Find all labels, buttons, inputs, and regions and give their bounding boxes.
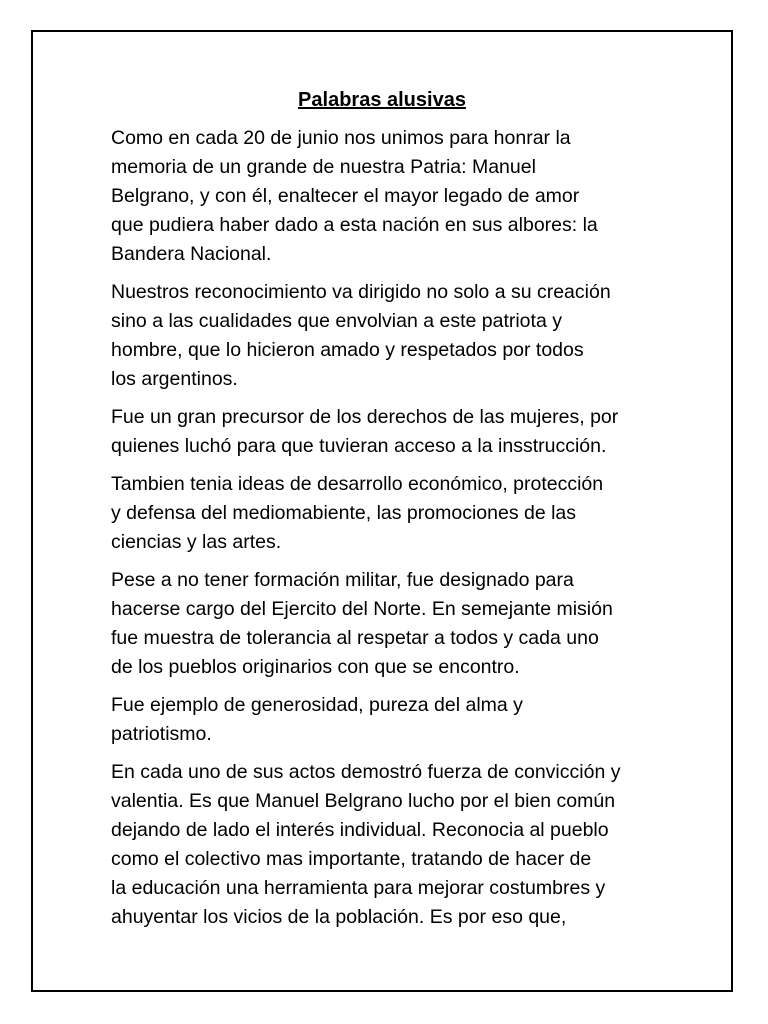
paragraph-line: ciencias y las artes. <box>111 531 282 553</box>
document-body <box>111 124 671 941</box>
body-paragraph <box>111 691 671 749</box>
body-paragraph <box>111 403 671 461</box>
body-paragraph <box>111 566 671 682</box>
document-title: Palabras alusivas <box>298 89 466 111</box>
paragraph-line: En cada uno de sus actos demostró fuerza de convicción y <box>111 761 621 783</box>
paragraph-line: hacerse cargo del Ejercito del Norte. En semejante misión <box>111 598 613 620</box>
paragraph-line: sino a las cualidades que envolvian a este patriota y <box>111 310 562 332</box>
paragraph-line: que pudiera haber dado a esta nación en sus albores: la <box>111 214 598 236</box>
paragraph-line: patriotismo. <box>111 723 212 745</box>
paragraph-line: quienes luchó para que tuvieran acceso a la insstrucción. <box>111 435 607 457</box>
body-paragraph <box>111 470 671 557</box>
body-paragraph <box>111 278 671 394</box>
paragraph-line: dejando de lado el interés individual. Reconocia al pueblo <box>111 819 609 841</box>
paragraph-line: Bandera Nacional. <box>111 243 272 265</box>
paragraph-line: fue muestra de tolerancia al respetar a todos y cada uno <box>111 627 599 649</box>
paragraph-line: Fue ejemplo de generosidad, pureza del alma y <box>111 694 523 716</box>
paragraph-line: Belgrano, y con él, enaltecer el mayor legado de amor <box>111 185 580 207</box>
body-paragraph <box>111 758 671 932</box>
paragraph-line: de los pueblos originarios con que se encontro. <box>111 656 520 678</box>
body-paragraph <box>111 124 671 269</box>
paragraph-line: los argentinos. <box>111 368 238 390</box>
paragraph-line: Tambien tenia ideas de desarrollo económico, protección <box>111 473 604 495</box>
paragraph-line: ahuyentar los vicios de la población. Es por eso que, <box>111 906 567 928</box>
paragraph-line: hombre, que lo hicieron amado y respetados por todos <box>111 339 584 361</box>
paragraph-line: memoria de un grande de nuestra Patria: Manuel <box>111 156 536 178</box>
paragraph-line: Nuestros reconocimiento va dirigido no solo a su creación <box>111 281 611 303</box>
paragraph-line: y defensa del mediomabiente, las promociones de las <box>111 502 577 524</box>
paragraph-line: Como en cada 20 de junio nos unimos para honrar la <box>111 127 571 149</box>
paragraph-line: Fue un gran precursor de los derechos de las mujeres, por <box>111 406 619 428</box>
paragraph-line: Pese a no tener formación militar, fue designado para <box>111 569 574 591</box>
paragraph-line: la educación una herramienta para mejorar costumbres y <box>111 877 606 899</box>
paragraph-line: valentia. Es que Manuel Belgrano lucho por el bien común <box>111 790 616 812</box>
document-page <box>31 30 733 992</box>
paragraph-line: como el colectivo mas importante, tratando de hacer de <box>111 848 592 870</box>
